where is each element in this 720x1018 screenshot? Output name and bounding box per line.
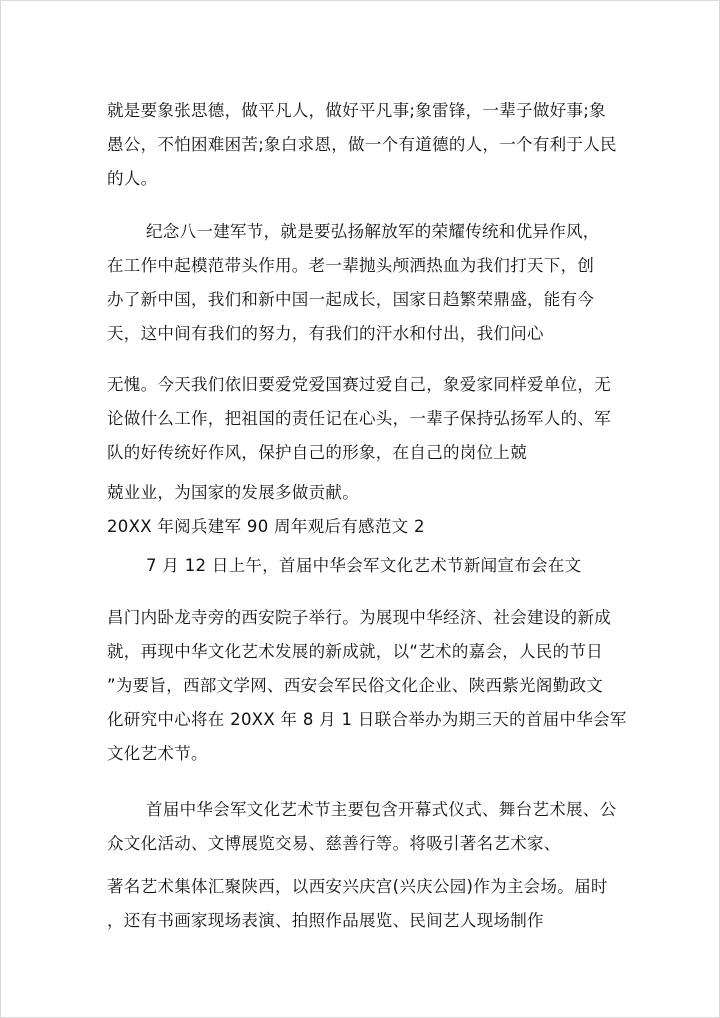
text-line: ，还有书画家现场表演、拍照作品展览、民间艺人现场制作 [107,911,544,930]
text-line: 文化艺术节。 [107,744,208,763]
text-line: 7 月 12 日上午，首届中华会军文化艺术节新闻宣布会在文 [146,556,582,575]
text-line: 首届中华会军文化艺术节主要包含开幕式仪式、舞台艺术展、公 [146,800,617,819]
text-line: 队的好传统好作风，保护自己的形象，在自己的岗位上兢 [107,443,527,462]
text-line: 无愧。今天我们依旧要爱党爱国赛过爱自己，象爱家同样爱单位，无 [107,375,611,394]
text-line: 天，这中间有我们的努力，有我们的汗水和付出，我们问心 [107,324,544,343]
text-line: 愚公，不怕困难困苦;象白求恩，做一个有道德的人，一个有利于人民 [107,135,617,154]
text-line: 在工作中起模范带头作用。老一辈抛头颅洒热血为我们打天下，创 [107,256,595,275]
text-line: ”为要旨，西部文学网、西安会军民俗文化企业、陕西紫光阁勤政文 [107,676,604,695]
text-line: 众文化活动、文博展览交易、慈善行等。将吸引著名艺术家、 [107,834,561,853]
text-line: 就，再现中华文化艺术发展的新成就，以“艺术的嘉会，人民的节日 [107,642,604,661]
text-line: 著名艺术集体汇聚陕西，以西安兴庆宫(兴庆公园)作为主会场。届时 [107,877,608,896]
text-line: 论做什么工作，把祖国的责任记在心头，一辈子保持弘扬军人的、军 [107,409,611,428]
text-line: 昌门内卧龙寺旁的西安院子举行。为展现中华经济、社会建设的新成 [107,608,611,627]
text-line: 就是要象张思德，做平凡人，做好平凡事;象雷锋，一辈子做好事;象 [107,101,606,120]
text-line: 办了新中国，我们和新中国一起成长，国家日趋繁荣鼎盛，能有今 [107,290,595,309]
text-line: 纪念八一建军节，就是要弘扬解放军的荣耀传统和优异作风， [146,222,600,241]
text-line: 兢业业，为国家的发展多做贡献。 [107,483,359,502]
text-line: 的人。 [107,169,158,188]
text-line: 化研究中心将在 20XX 年 8 月 1 日联合举办为期三天的首届中华会军 [107,710,627,729]
section-heading: 20XX 年阅兵建军 90 周年观后有感范文 2 [107,517,425,536]
